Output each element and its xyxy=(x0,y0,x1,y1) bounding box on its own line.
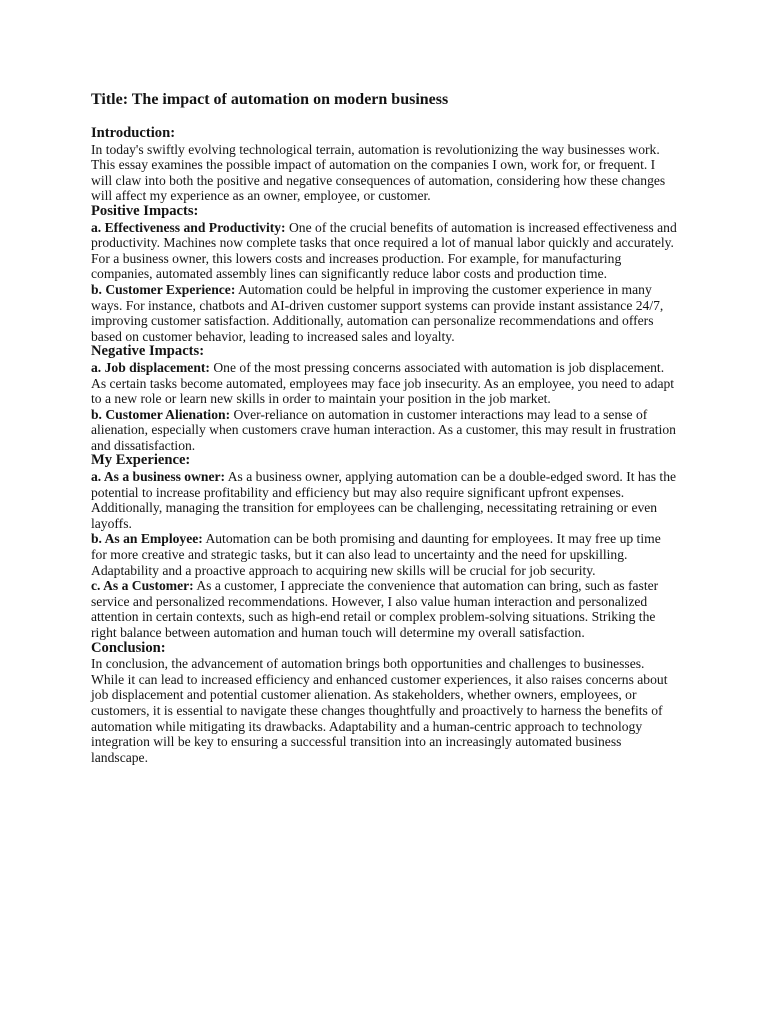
positive-impact-effectiveness-label: a. Effectiveness and Productivity: xyxy=(91,219,286,235)
negative-impact-job-displacement-text: One of the most pressing concerns associated with automation is job displacement. As certain tasks become automated, employees may face job insecurity. As an employee, you need to adapt to a new role or learn new skills in order to maintain your position in the job market. xyxy=(91,359,675,407)
experience-customer-label: c. As a Customer: xyxy=(91,578,194,594)
positive-impact-customer-experience-text: Automation could be helpful in improving the customer experience in many ways. For instance, chatbots and AI-driven customer support systems can provide instant assistance 24/7, improving customer satisfaction. Additionally, automation can personalize recommendations and offers based on customer behavior, leading to increased sales and loyalty. xyxy=(91,281,664,344)
negative-impacts-heading: Negative Impacts: xyxy=(91,343,205,360)
experience-business-owner xyxy=(91,469,679,531)
positive-impact-customer-experience xyxy=(91,282,679,344)
experience-customer xyxy=(91,578,679,640)
conclusion-heading: Conclusion: xyxy=(91,639,166,656)
experience-employee xyxy=(91,531,679,578)
experience-employee-label: b. As an Employee: xyxy=(91,531,203,547)
negative-impact-customer-alienation-text: Over-reliance on automation in customer interactions may lead to a sense of alienation, especially when customers crave human interaction. As a customer, this may result in frustration and dissatisfaction. xyxy=(91,406,676,453)
negative-impact-customer-alienation xyxy=(91,407,679,454)
document-page xyxy=(91,90,679,765)
conclusion-paragraph: In conclusion, the advancement of automation brings both opportunities and challenges to businesses. While it can lead to increased efficiency and enhanced customer experiences, it also raises concerns about job displacement and potential customer alienation. As stakeholders, whether owners, employees, or customers, it is essential to navigate these changes thoughtfully and proactively to harness the benefits of automation while mitigating its drawbacks. Adaptability and a human-centric approach to technology integration will be key to ensuring a successful transition into an increasingly automated business landscape. xyxy=(91,656,668,765)
negative-impact-job-displacement-label: a. Job displacement: xyxy=(91,359,210,375)
negative-impact-job-displacement xyxy=(91,360,679,407)
introduction-heading: Introduction: xyxy=(91,125,176,141)
introduction-paragraph: In today's swiftly evolving technological terrain, automation is revolutionizing the way businesses work. This essay examines the possible impact of automation on the companies I own, work for, or frequent. I will claw into both the positive and negative consequences of automation, considering how these changes will affect my experience as an owner, employee, or customer. xyxy=(91,141,666,204)
experience-business-owner-label: a. As a business owner: xyxy=(91,469,226,485)
positive-impacts-heading: Positive Impacts: xyxy=(91,202,199,219)
experience-business-owner-text: As a business owner, applying automation can be a double-edged sword. It has the potential to increase profitability and efficiency but may also require significant upfront expenses. Additionally, managing the transition for employees can be challenging, necessitating retraining or even layoffs. xyxy=(91,469,677,531)
negative-impact-customer-alienation-label: b. Customer Alienation: xyxy=(91,406,231,422)
experience-customer-text: As a customer, I appreciate the convenience that automation can bring, such as faster service and personalized recommendations. However, I also value human interaction and personalized attention in certain contexts, such as high-end retail or complex problem-solving situations. Striking the right balance between automation and human touch will determine my overall satisfaction. xyxy=(91,578,659,640)
positive-impact-customer-experience-label: b. Customer Experience: xyxy=(91,281,236,297)
positive-impact-effectiveness-text: One of the crucial benefits of automation is increased effectiveness and productivity. Machines now complete tasks that once required a lot of manual labor quickly and accurately. For a business owner, this lowers costs and increases production. For example, for manufacturing companies, automated assembly lines can significantly reduce labor costs and production time. xyxy=(91,219,677,282)
document-title: Title: The impact of automation on modern business xyxy=(91,91,449,108)
positive-impact-effectiveness xyxy=(91,220,679,282)
my-experience-heading: My Experience: xyxy=(91,452,191,469)
experience-employee-text: Automation can be both promising and daunting for employees. It may free up time for more creative and strategic tasks, but it can also lead to uncertainty and the need for upskilling. Adaptability and a proactive approach to acquiring new skills will be crucial for job security. xyxy=(91,531,661,578)
